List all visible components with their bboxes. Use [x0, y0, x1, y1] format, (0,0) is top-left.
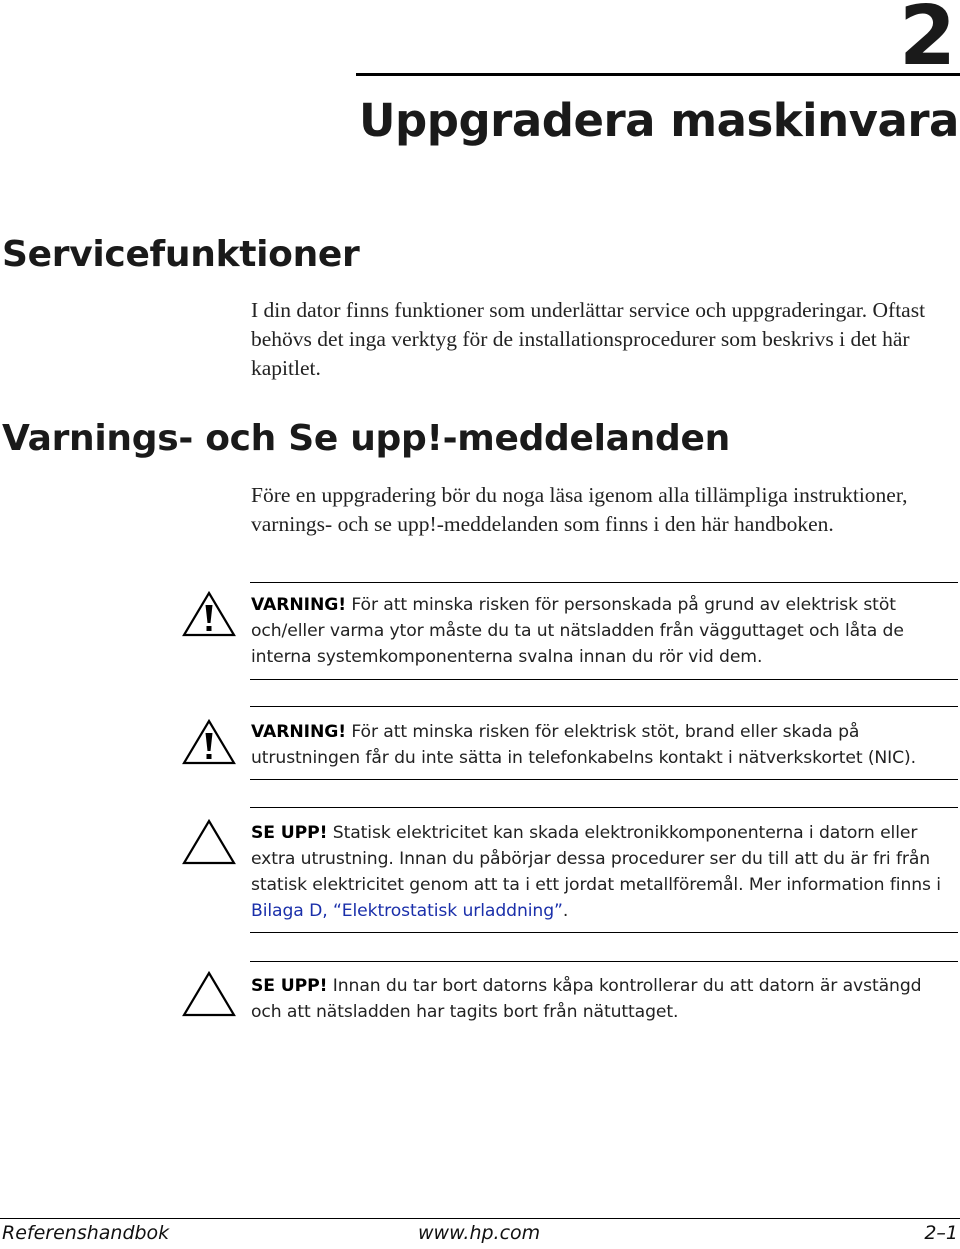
notice-warning — [251, 719, 956, 771]
chapter-number: 2 — [898, 0, 954, 84]
notice-rule-top — [250, 582, 958, 583]
appendix-d-link[interactable]: Bilaga D, “Elektrostatisk urladdning” — [251, 901, 563, 921]
footer-page-number: 2–1 — [924, 1222, 958, 1244]
notice-rule-top — [250, 961, 958, 962]
footer-website: www.hp.com — [418, 1222, 541, 1244]
footer-manual-name: Referenshandbok — [2, 1222, 170, 1244]
notice-caution — [251, 973, 956, 1025]
notice-label: SE UPP! — [251, 823, 328, 843]
caution-triangle-icon — [181, 818, 237, 866]
notice-warning — [251, 592, 956, 670]
chapter-rule — [356, 73, 960, 76]
caution-triangle-icon — [181, 970, 237, 1018]
warning-exclamation-icon — [181, 718, 237, 766]
notice-label: VARNING! — [251, 595, 346, 615]
notice-text: För att minska risken för elektrisk stöt, brand eller skada på utrustningen får du inte sätta in telefonkabelns kontakt i nätverkskortet (NIC). — [251, 722, 917, 768]
notice-rule-bottom — [250, 779, 958, 780]
notice-rule-bottom — [250, 932, 958, 933]
chapter-title: Uppgradera maskinvara — [359, 94, 959, 147]
notice-text: Statisk elektricitet kan skada elektronikkomponenterna i datorn eller extra utrustning. Innan du påbörjar dessa procedurer ser du till att du är fri från statisk elektricitet genom att ta i ett jordat metallföremål. Mer information finns i — [251, 823, 941, 895]
notice-text: För att minska risken för personskada på grund av elektrisk stöt och/eller varma ytor måste du ta ut nätsladden från vägguttaget och låta de interna systemkomponenterna svalna innan du rör vid dem. — [251, 595, 904, 667]
section-heading-servicefunktioner: Servicefunktioner — [2, 234, 360, 275]
section-paragraph: I din dator finns funktioner som underlättar service och uppgraderingar. Oftast behövs det inga verktyg för de installationsprocedurer som beskrivs i det här kapitlet. — [251, 298, 926, 380]
warning-exclamation-icon — [181, 590, 237, 638]
notice-rule-bottom — [250, 679, 958, 680]
notice-rule-top — [250, 706, 958, 707]
notice-label: VARNING! — [251, 722, 346, 742]
notice-caution — [251, 820, 956, 924]
footer-rule — [0, 1218, 960, 1219]
section-paragraph: Före en uppgradering bör du noga läsa igenom alla tillämpliga instruktioner, varnings- och se upp!-meddelanden som finns i den här handboken. — [251, 483, 908, 536]
notice-rule-top — [250, 807, 958, 808]
notice-text: Innan du tar bort datorns kåpa kontrollerar du att datorn är avstängd och att nätsladden har tagits bort från nätuttaget. — [251, 976, 922, 1022]
notice-label: SE UPP! — [251, 976, 328, 996]
notice-text-end: . — [562, 901, 569, 921]
section-heading-varningar: Varnings- och Se upp!-meddelanden — [2, 418, 730, 459]
